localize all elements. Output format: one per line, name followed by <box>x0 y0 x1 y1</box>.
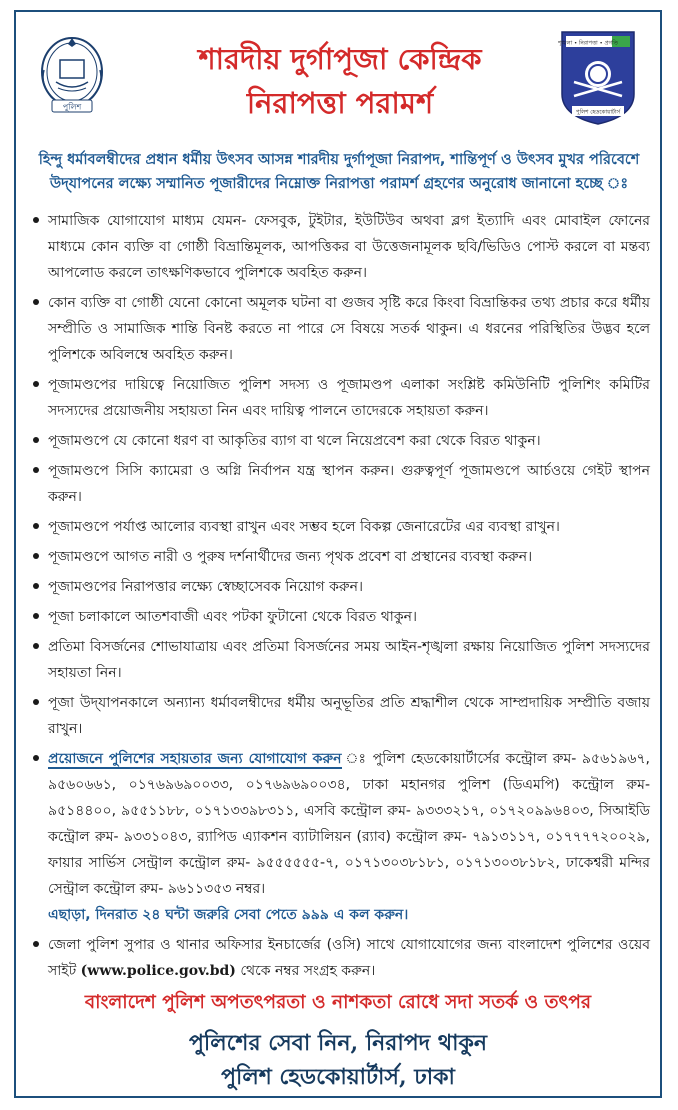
badge-banner-text: শৃঙ্খলা • নিরাপত্তা • প্রগতি <box>558 40 618 47</box>
bullet-icon <box>33 583 39 589</box>
bullet-icon <box>33 941 39 947</box>
contact-numbers: ঃ পুলিশ হেডকোয়ার্টার্সের কন্ট্রোল রুম- ৯৫৬১৯৬৭, ৯৫৬০৬৬১, ০১৭৬৯৬৯০০৩৩, ০১৭৬৯৬৯০০৩৪, ঢাকা মহানগর পুলিশ (ডিএমপি) কন্ট্রোল রুম- ৯৫১৪৪০০, ৯৫৫১১৮৮, ০১৭১৩৩৯৮৩১১, এসবি কন্ট্রোল রুম- ৯৩৩৩২১৭, ০১৭২০৯৯৬৪০৩, সিআইডি কন্ট্রোল রুম- ৯৩৩১০৪৩, র‌্যাপিড এ্যাকশন ব্যাটালিয়ন (র‌্যাব) কন্ট্রোল রুম- ৭৯১৩১১৭, ০১৭৭৭৭২০০২৯, ফায়ার সার্ভিস সেন্ট্রাল কন্ট্রোল রুম- ৯৫৫৫৫৫৫-৭, ০১৭১৩০৩৮১৮১, ০১৭১৩০৩৮১৮২, ঢাকেশ্বরী মন্দির সেন্ট্রাল কন্ট্রোল রুম- ৯৬১১৩৫৩ নম্বর। <box>48 751 650 897</box>
left-emblem-label: পুলিশ <box>62 102 82 112</box>
bullet-icon <box>33 217 39 223</box>
list-item: কোন ব্যক্তি বা গোষ্ঠী যেনো কোনো অমূলক ঘটনা বা গুজব সৃষ্টি করে কিংবা বিভ্রান্তিকর তথ্য প্রচার করে ধর্মীয় সম্প্রীতি ও সামাজিক শান্তি বিনষ্ট করতে না পারে সে বিষয়ে সতর্ক থাকুন। এ ধরনের পরিস্থিতির উদ্ভব হলে পুলিশকে অবিলম্বে অবহিত করুন। <box>30 290 650 368</box>
bullet-icon <box>33 643 39 649</box>
list-item: পূজামণ্ডপে আগত নারী ও পুরুষ দর্শনার্থীদের জন্য পৃথক প্রবেশ বা প্রস্থানের ব্যবস্থা করুন। <box>30 544 650 570</box>
list-item: সামাজিক যোগাযোগ মাধ্যম যেমন- ফেসবুক, টুইটার, ইউটিউব অথবা ব্লগ ইত্যাদি এবং মোবাইল ফোনের মাধ্যমে কোন ব্যক্তি বা গোষ্ঠী বিভ্রান্তিমূলক, আপত্তিকর বা উত্তেজনামূলক ছবি/ভিডিও পোস্ট করলে বা মন্তব্য আপলোড করলে তাৎক্ষণিকভাবে পুলিশকে অবহিত করুন। <box>30 208 650 286</box>
police-emblem-icon <box>32 30 112 120</box>
footer-slogan: বাংলাদেশ পুলিশ অপতৎপরতা ও নাশকতা রোধে সদা সতর্ক ও তৎপর <box>84 992 592 1013</box>
list-item: প্রতিমা বিসর্জনের শোভাযাত্রায় এবং প্রতিমা বিসর্জনের সময় আইন-শৃঙ্খলা রক্ষায় নিয়োজিত পুলিশ সদস্যদের সহায়তা নিন। <box>30 634 650 686</box>
badge-footer-text: পুলিশ হেডকোয়ার্টার্স <box>575 109 621 116</box>
list-item: পূজামণ্ডপে সিসি ক্যামেরা ও অগ্নি নির্বাপন যন্ত্র স্থাপন করুন। গুরুত্বপূর্ণ পূজামণ্ডপে আর্চওয়ে গেইট স্থাপন করুন। <box>30 458 650 510</box>
list-item: পূজা চলাকালে আতশবাজী এবং পটকা ফুটানো থেকে বিরত থাকুন। <box>30 604 650 630</box>
bullet-icon <box>33 299 39 305</box>
list-item: পূজা উদ্‌যাপনকালে অন্যান্য ধর্মাবলম্বীদের ধর্মীয় অনুভূতির প্রতি শ্রদ্ধাশীল থেকে সাম্প্রদায়িক সম্প্রীতি বজায় রাখুন। <box>30 690 650 742</box>
intro-text: হিন্দু ধর্মাবলম্বীদের প্রধান ধর্মীয় উৎসব আসন্ন শারদীয় দুর্গাপূজা নিরাপদ, শান্তিপূর্ণ ও উৎসব মুখর পরিবেশে উদ্‌যাপনের লক্ষ্যে সম্মানিত পূজারীদের নিম্নোক্ত নিরাপত্তা পরামর্শ গ্রহণের অনুরোধ জানানো হচ্ছে ঃ <box>38 152 640 192</box>
list-item: পূজামণ্ডপে যে কোনো ধরণ বা আকৃতির ব্যাগ বা থলে নিয়েপ্রবেশ করা থেকে বিরত থাকুন। <box>30 428 650 454</box>
footer-issuer: পুলিশ হেডকোয়ার্টার্স, ঢাকা <box>221 1064 455 1090</box>
police-headquarters-badge-icon <box>558 30 638 126</box>
bullet-icon <box>33 381 39 387</box>
notice-frame <box>14 10 662 1098</box>
bullet-icon <box>33 553 39 559</box>
bullet-icon <box>33 467 39 473</box>
page-title-line-1: শারদীয় দুর্গাপূজা কেন্দ্রিক <box>198 42 482 76</box>
contact-list-item <box>30 746 650 928</box>
bullet-icon <box>33 437 39 443</box>
list-item: পূজামণ্ডপে পর্যাপ্ত আলোর ব্যবস্থা রাখুন এবং সম্ভব হলে বিকল্প জেনারেটের এর ব্যবস্থা রাখুন। <box>30 514 650 540</box>
website-list-item: জেলা পুলিশ সুপার ও থানার অফিসার ইনচার্জের (ওসি) সাথে যোগাযোগের জন্য বাংলাদেশ পুলিশের ওয়েব সাইট (www.police.gov.bd) থেকে নম্বর সংগ্রহ করুন। <box>30 932 650 984</box>
contact-heading: প্রয়োজনে পুলিশের সহায়তার জন্য যোগাযোগ করুন <box>48 751 342 767</box>
advice-list <box>30 208 650 984</box>
footer-motto: পুলিশের সেবা নিন, নিরাপদ থাকুন <box>188 1030 488 1056</box>
bullet-icon <box>33 523 39 529</box>
page-title-line-2: নিরাপত্তা পরামর্শ <box>246 86 434 120</box>
bullet-icon <box>33 755 39 761</box>
emergency-notice: এছাড়া, দিনরাত ২৪ ঘন্টা জরুরি সেবা পেতে ৯৯৯ এ কল করুন। <box>48 907 409 923</box>
list-item: পূজামণ্ডপের নিরাপত্তার লক্ষ্যে স্বেচ্ছাসেবক নিয়োগ করুন। <box>30 574 650 600</box>
list-item: পূজামণ্ডপের দায়িত্বে নিয়োজিত পুলিশ সদস্য ও পূজামণ্ডপ এলাকা সংশ্লিষ্ট কমিউনিটি পুলিশিং কমিটির সদস্যদের প্রয়োজনীয় সহায়তা নিন এবং দায়িত্ব পালনে তাদেরকে সহায়তা করুন। <box>30 372 650 424</box>
bullet-icon <box>33 613 39 619</box>
bullet-icon <box>33 699 39 705</box>
website-link[interactable]: (www.police.gov.bd) <box>80 963 236 979</box>
